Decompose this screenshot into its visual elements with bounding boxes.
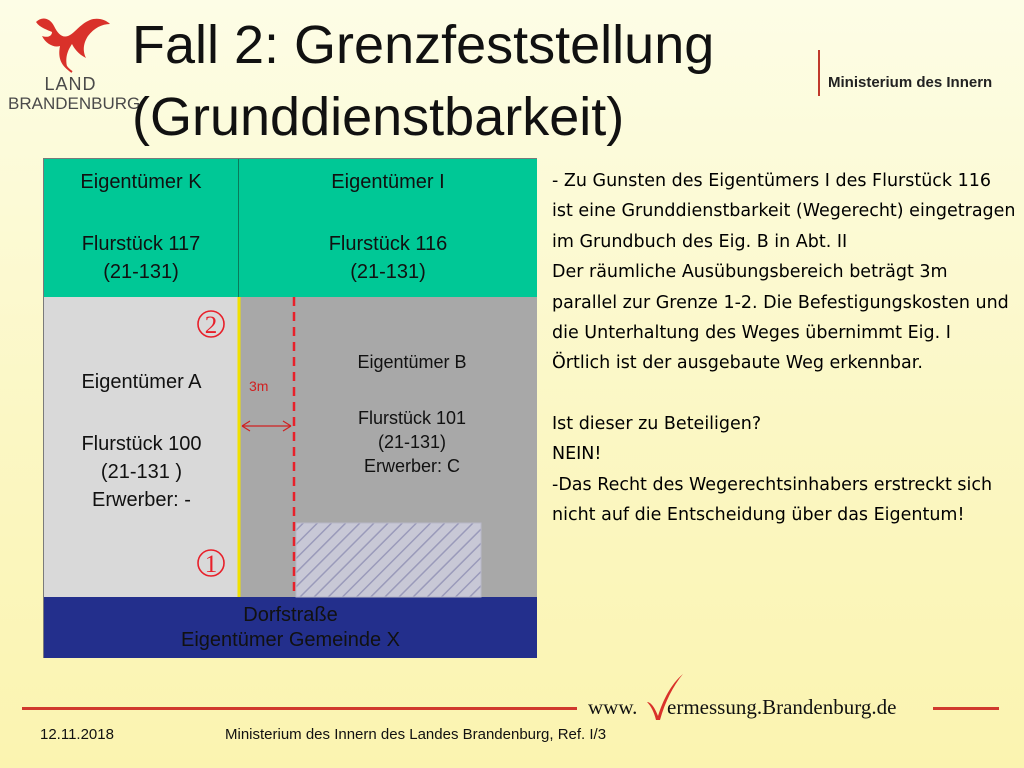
width-label: 3m — [249, 378, 269, 394]
parcel-i-owner: Eigentümer I — [331, 171, 445, 193]
point-1-label: 1 — [204, 551, 218, 578]
parcel-a-ref: (21-131 ) — [100, 461, 183, 483]
footer-line-left — [22, 707, 577, 710]
point-2-label: 2 — [204, 312, 218, 339]
footer-date: 12.11.2018 — [40, 726, 114, 743]
parcel-diagram — [43, 158, 537, 658]
desc-answer: NEIN! — [552, 444, 602, 465]
slide-title-line1: Fall 2: Grenzfeststellung — [132, 15, 715, 75]
eagle-icon — [28, 14, 113, 76]
parcel-b-buyer: Erwerber: C — [363, 456, 461, 476]
parcel-k-owner: Eigentümer K — [80, 171, 202, 193]
parcel-b-number: Flurstück 101 — [357, 408, 467, 428]
parcel-b-ref: (21-131) — [377, 432, 447, 452]
desc-paragraph-2: Der räumliche Ausübungsbereich beträgt 3m parallel zur Grenze 1-2. Die Befestigungskosten und die Unterhaltung des Weges übernimmt Eig. I — [552, 262, 1009, 344]
hatched-building — [296, 523, 481, 597]
logo-line-brandenburg: BRANDENBURG — [8, 94, 141, 113]
parcel-i-number: Flurstück 116 — [328, 233, 448, 255]
website-domain[interactable]: ermessung.Brandenburg.de — [667, 695, 897, 719]
ministry-label: Ministerium des Innern — [828, 74, 993, 91]
diagram-overlay — [44, 159, 538, 659]
parcel-a-number: Flurstück 100 — [81, 433, 202, 455]
desc-question: Ist dieser zu Beteiligen? — [552, 413, 762, 434]
desc-paragraph-3: Örtlich ist der ausgebaute Weg erkennbar. — [552, 353, 923, 374]
website-prefix[interactable]: www. — [588, 695, 638, 719]
parcel-a-owner: Eigentümer A — [81, 371, 202, 393]
land-brandenburg-logo — [8, 14, 141, 114]
description-text — [552, 166, 1017, 530]
parcel-k-ref: (21-131) — [103, 261, 179, 283]
slide-title-line2: (Grunddienstbarkeit) — [132, 87, 625, 147]
parcel-i-ref: (21-131) — [350, 261, 426, 283]
parcel-a-buyer: Erwerber: - — [92, 489, 191, 511]
road-owner: Eigentümer Gemeinde X — [180, 629, 400, 651]
desc-paragraph-1: - Zu Gunsten des Eigentümers I des Flurstück 116 ist eine Grunddienstbarkeit (Wegerecht) eingetragen im Grundbuch des Eig. B in Abt. II — [552, 171, 1016, 252]
parcel-k-number: Flurstück 117 — [81, 233, 201, 255]
road-name: Dorfstraße — [243, 604, 338, 626]
footer-line-right — [933, 707, 999, 710]
parcel-b-owner: Eigentümer B — [357, 352, 467, 372]
desc-paragraph-4: -Das Recht des Wegerechtsinhabers erstreckt sich nicht auf die Entscheidung über das Eigentum! — [552, 474, 993, 526]
logo-line-land: LAND — [44, 74, 97, 94]
ministry-divider — [818, 50, 820, 96]
footer-ministry-ref: Ministerium des Innern des Landes Brandenburg, Ref. I/3 — [225, 726, 607, 743]
